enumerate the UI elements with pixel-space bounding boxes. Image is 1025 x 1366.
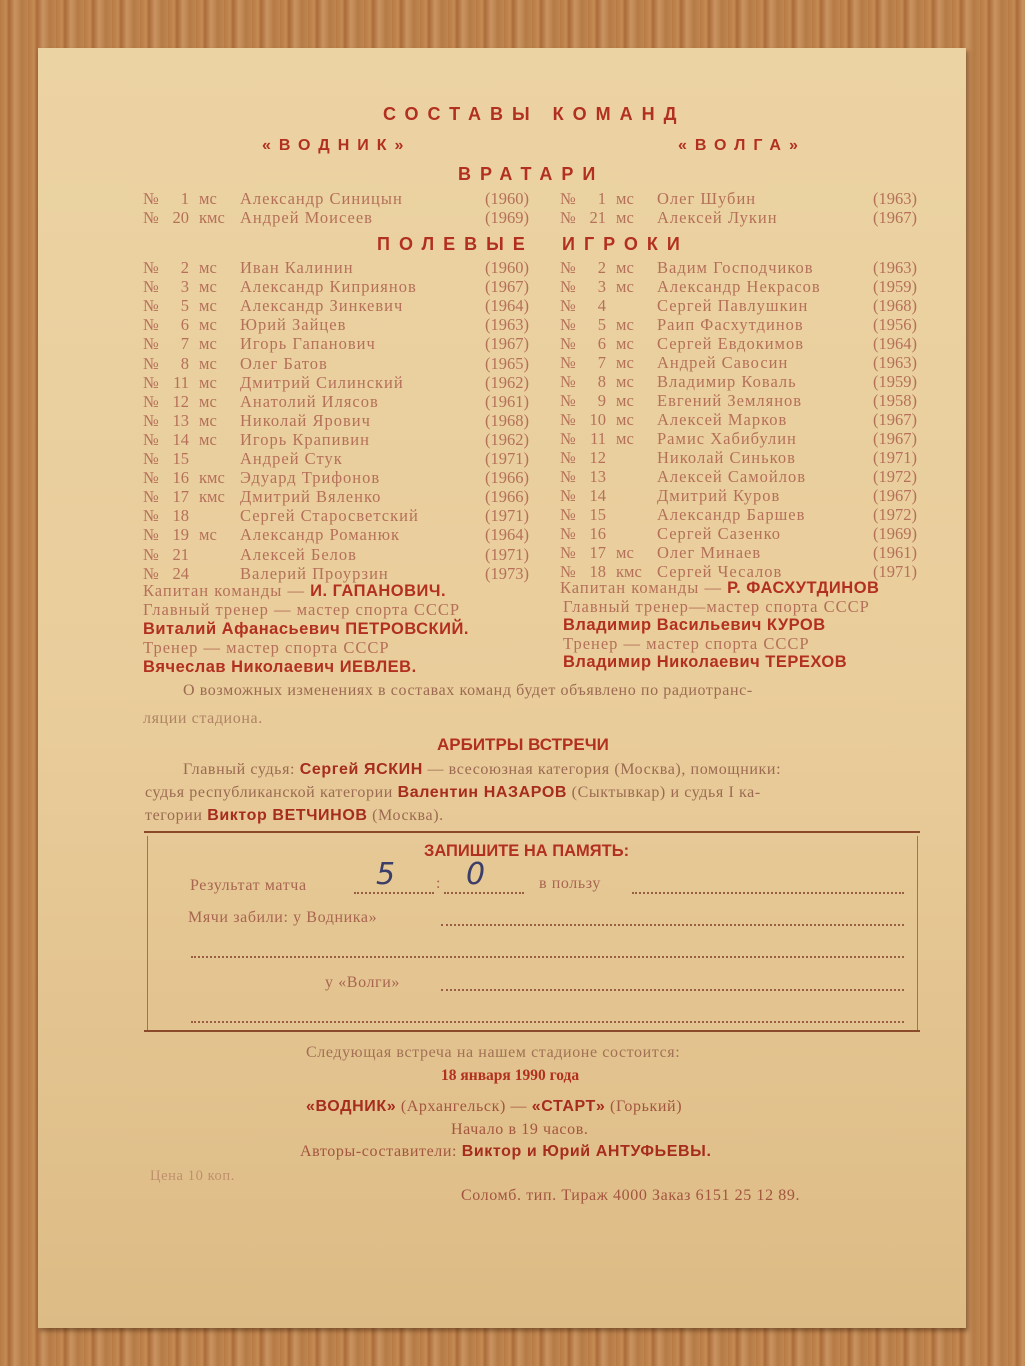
player-num: 11: [590, 429, 606, 448]
player-name: Александр Зинкевич: [240, 296, 404, 316]
player-rank: кмс: [199, 487, 225, 507]
next-match-intro: Следующая встреча на нашем стадионе состоится:: [306, 1044, 681, 1061]
home-coach: Вячеслав Николаевич ИЕВЛЕВ.: [143, 658, 417, 676]
player-rank: мс: [616, 391, 634, 410]
player-no: №: [560, 315, 576, 334]
player-name: Раип Фасхутдинов: [657, 315, 804, 334]
player-row: [143, 392, 529, 411]
player-num: 4: [597, 296, 606, 315]
player-year: (1971): [485, 544, 529, 564]
player-rank: мс: [616, 277, 634, 296]
player-num: 14: [172, 429, 189, 449]
player-no: №: [143, 429, 159, 449]
player-row: [143, 411, 529, 430]
referees-heading: АРБИТРЫ ВСТРЕЧИ: [437, 735, 609, 754]
player-num: 16: [589, 524, 606, 543]
away-captain-name: Р. ФАСХУТДИНОВ: [727, 579, 880, 597]
player-num: 11: [173, 372, 189, 392]
player-row: [143, 545, 529, 564]
player-row: [143, 487, 529, 506]
player-name: Николай Ярович: [240, 410, 371, 430]
home-head-coach: Виталий Афанасьевич ПЕТРОВСКИЙ.: [143, 620, 469, 638]
player-year: (1959): [873, 277, 917, 296]
player-year: (1956): [873, 315, 917, 334]
player-no: №: [143, 296, 159, 316]
home-coach-label: Тренер — мастер спорта СССР: [143, 638, 390, 657]
memo-bottom-rule: [144, 1030, 920, 1032]
player-num: 15: [589, 505, 606, 524]
player-num: 2: [180, 258, 189, 277]
home-scorers-field-2[interactable]: [191, 956, 904, 958]
player-no: №: [143, 372, 159, 392]
player-year: (1966): [485, 468, 529, 488]
score-home-field[interactable]: [354, 892, 434, 894]
player-no: №: [143, 334, 159, 354]
memo-top-rule: [144, 831, 920, 833]
player-rank: кмс: [616, 562, 642, 581]
next-match-date: 18 января 1990 года: [441, 1067, 580, 1084]
player-name: Валерий Проурзин: [240, 563, 389, 583]
player-no: №: [143, 410, 159, 430]
player-name: Сергей Павлушкин: [657, 296, 809, 315]
memo-box: [147, 836, 918, 1032]
home-team-title: «ВОДНИК»: [262, 137, 412, 154]
player-name: Александр Киприянов: [240, 277, 417, 297]
player-name: Алексей Белов: [240, 544, 357, 564]
player-row: [143, 334, 529, 353]
player-name: Алексей Марков: [657, 410, 788, 429]
player-no: №: [560, 486, 576, 505]
player-row: [560, 391, 917, 410]
player-row: [143, 296, 529, 315]
away-head-coach: Владимир Васильевич КУРОВ: [563, 616, 826, 634]
player-rank: мс: [199, 391, 217, 411]
player-no: №: [560, 277, 576, 296]
player-no: №: [143, 563, 159, 583]
player-rank: мс: [616, 315, 634, 334]
player-num: 19: [172, 525, 189, 545]
player-name: Владимир Коваль: [657, 372, 797, 391]
player-year: (1966): [485, 487, 529, 507]
player-num: 18: [589, 562, 606, 581]
notice-line-2: ляции стадиона.: [143, 710, 263, 727]
winner-field[interactable]: [632, 892, 904, 894]
player-no: №: [560, 448, 576, 467]
player-row: [560, 410, 917, 429]
away-captain: Капитан команды — Р. ФАСХУТДИНОВ: [560, 578, 880, 597]
player-rank: мс: [199, 296, 217, 316]
player-year: (1958): [873, 391, 917, 410]
player-rank: мс: [616, 353, 634, 372]
player-row: [560, 524, 917, 543]
player-name: Сергей Евдокимов: [657, 334, 805, 353]
player-year: (1961): [873, 543, 917, 562]
player-year: (1963): [873, 353, 917, 372]
home-captain-name: И. ГАПАНОВИЧ.: [310, 582, 447, 600]
player-name: Александр Некрасов: [657, 277, 821, 296]
away-scorers-field[interactable]: [441, 989, 904, 991]
player-name: Олег Батов: [240, 353, 328, 373]
player-num: 16: [172, 468, 189, 488]
player-row: [560, 372, 917, 391]
player-no: №: [143, 258, 159, 277]
player-row: [560, 429, 917, 448]
player-no: №: [143, 487, 159, 507]
away-team-title: «ВОЛГА»: [678, 137, 806, 154]
player-year: (1967): [485, 334, 529, 354]
player-no: №: [143, 544, 159, 564]
player-no: №: [143, 468, 159, 488]
player-no: №: [143, 277, 159, 297]
memo-heading: ЗАПИШИТЕ НА ПАМЯТЬ:: [424, 842, 630, 860]
price: Цена 10 коп.: [150, 1168, 235, 1184]
player-num: 6: [180, 315, 189, 335]
player-row: № 21 мс Алексей Лукин (1967): [560, 208, 917, 227]
player-year: (1973): [485, 563, 529, 583]
authors-line: Авторы-составители: Виктор и Юрий АНТУФЬЕВЫ.: [300, 1143, 712, 1160]
player-year: (1964): [485, 296, 529, 316]
player-row: [560, 543, 917, 562]
player-num: 8: [597, 372, 606, 391]
away-head-coach-label: Главный тренер—мастер спорта СССР: [563, 597, 870, 616]
player-year: (1967): [873, 410, 917, 429]
field-players-heading-right: ИГРОКИ: [562, 234, 689, 254]
player-year: (1969): [873, 524, 917, 543]
player-name: Анатолий Илясов: [240, 391, 379, 411]
player-num: 10: [589, 410, 606, 429]
player-num: 3: [180, 277, 189, 297]
player-no: №: [560, 429, 576, 448]
notice-line-1: О возможных изменениях в составах команд будет объявлено по радиотранс-: [183, 682, 753, 699]
player-name: Александр Баршев: [657, 505, 806, 524]
player-no: №: [143, 525, 159, 545]
player-name: Евгений Землянов: [657, 391, 803, 410]
player-num: 17: [589, 543, 606, 562]
player-no: №: [560, 353, 576, 372]
player-year: (1965): [485, 353, 529, 373]
player-year: (1967): [873, 429, 917, 448]
player-year: (1967): [485, 277, 529, 297]
player-num: 12: [589, 448, 606, 467]
player-year: (1968): [485, 410, 529, 430]
player-name: Сергей Чесалов: [657, 562, 783, 581]
player-year: (1962): [485, 429, 529, 449]
home-scorers-field[interactable]: [441, 924, 904, 926]
player-num: 18: [172, 506, 189, 526]
next-match-teams: «ВОДНИК» (Архангельск) — «СТАРТ» (Горький): [306, 1098, 683, 1115]
goalkeepers-heading: ВРАТАРИ: [458, 164, 605, 184]
player-row: [560, 353, 917, 372]
score-separator: :: [436, 875, 442, 892]
player-no: №: [143, 506, 159, 526]
player-num: 5: [180, 296, 189, 316]
referees-line-3: тегории Виктор ВЕТЧИНОВ (Москва).: [145, 807, 444, 824]
player-rank: мс: [199, 277, 217, 297]
player-num: 15: [172, 449, 189, 468]
player-year: (1960): [485, 258, 529, 277]
player-year: (1967): [873, 486, 917, 505]
player-rank: мс: [616, 372, 634, 391]
player-row: [143, 354, 529, 373]
player-year: (1963): [485, 315, 529, 335]
player-year: (1962): [485, 372, 529, 392]
player-rank: мс: [616, 334, 634, 353]
player-row: № 1 мс Александр Синицын (1960): [143, 189, 529, 208]
player-rank: мс: [199, 525, 217, 545]
player-row: [143, 277, 529, 296]
player-rank: мс: [199, 258, 217, 277]
player-no: №: [560, 562, 576, 581]
player-row: [143, 468, 529, 487]
player-no: №: [560, 258, 576, 277]
player-name: Николай Синьков: [657, 448, 796, 467]
scorers-label: Мячи забили: у Водника»: [188, 909, 378, 926]
player-row: [143, 449, 529, 468]
player-name: Дмитрий Куров: [657, 486, 781, 505]
player-name: Александр Романюк: [240, 525, 401, 545]
score-away-field[interactable]: [444, 892, 524, 894]
player-no: №: [560, 410, 576, 429]
player-num: 13: [589, 467, 606, 486]
player-row: [560, 277, 917, 296]
player-rank: кмс: [199, 468, 225, 488]
away-coach-label: Тренер — мастер спорта СССР: [563, 634, 810, 653]
player-name: Игорь Гапанович: [240, 334, 376, 354]
player-row: [143, 258, 529, 277]
player-num: 8: [180, 353, 189, 373]
player-no: №: [143, 353, 159, 373]
referees-line-1: Главный судья: Сергей ЯСКИН — всесоюзная категория (Москва), помощники:: [183, 761, 782, 778]
player-num: 7: [180, 334, 189, 354]
player-rank: мс: [199, 429, 217, 449]
field-players-heading-left: ПОЛЕВЫЕ: [377, 234, 534, 254]
player-row: [143, 373, 529, 392]
player-row: [560, 467, 917, 486]
player-year: (1964): [873, 334, 917, 353]
player-year: (1971): [873, 448, 917, 467]
result-label: Результат матча: [190, 877, 307, 894]
player-row: [143, 315, 529, 334]
player-name: Юрий Зайцев: [240, 315, 347, 335]
player-row: [560, 334, 917, 353]
player-year: (1963): [873, 258, 917, 277]
imprint: Соломб. тип. Тираж 4000 Заказ 6151 25 12 89.: [461, 1187, 801, 1204]
player-num: 7: [597, 353, 606, 372]
player-row: [560, 296, 917, 315]
player-num: 24: [172, 563, 189, 583]
player-rank: мс: [199, 372, 217, 392]
player-name: Алексей Самойлов: [657, 467, 807, 486]
player-year: (1971): [485, 449, 529, 468]
player-rank: мс: [199, 353, 217, 373]
player-name: Вадим Господчиков: [657, 258, 814, 277]
player-no: №: [560, 372, 576, 391]
player-name: Олег Минаев: [657, 543, 762, 562]
player-no: №: [560, 524, 576, 543]
player-num: 5: [597, 315, 606, 334]
page-title: СОСТАВЫ КОМАНД: [383, 104, 686, 124]
next-match-start: Начало в 19 часов.: [451, 1121, 589, 1138]
player-name: Игорь Крапивин: [240, 429, 370, 449]
player-row: [560, 315, 917, 334]
player-num: 12: [172, 391, 189, 411]
player-name: Иван Калинин: [240, 258, 354, 277]
player-name: Сергей Сазенко: [657, 524, 782, 543]
handwritten-score-away: 0: [466, 857, 486, 892]
player-name: Дмитрий Вяленко: [240, 487, 382, 507]
player-name: Дмитрий Силинский: [240, 372, 404, 392]
player-no: №: [143, 391, 159, 411]
player-num: 21: [172, 544, 189, 564]
player-num: 14: [589, 486, 606, 505]
player-num: 9: [597, 391, 606, 410]
player-row: [560, 505, 917, 524]
player-year: (1971): [873, 562, 917, 581]
player-rank: мс: [199, 410, 217, 430]
player-name: Рамис Хабибулин: [657, 429, 797, 448]
home-head-coach-label: Главный тренер — мастер спорта СССР: [143, 600, 461, 619]
player-num: 6: [597, 334, 606, 353]
player-year: (1971): [485, 506, 529, 526]
player-no: №: [143, 449, 159, 468]
handwritten-score-home: 5: [376, 857, 396, 892]
player-row: [560, 486, 917, 505]
player-year: (1968): [873, 296, 917, 315]
player-name: Сергей Старосветский: [240, 506, 419, 526]
in-favor-label: в пользу: [539, 875, 601, 892]
player-num: 2: [597, 258, 606, 277]
volga-scorers-label: у «Волги»: [325, 974, 400, 991]
player-rank: мс: [616, 410, 634, 429]
referees-line-2: судья республиканской категории Валентин НАЗАРОВ (Сыктывкар) и судья I ка-: [145, 784, 761, 801]
player-num: 17: [172, 487, 189, 507]
player-rank: мс: [616, 258, 634, 277]
player-rank: мс: [199, 334, 217, 354]
player-rank: мс: [616, 543, 634, 562]
player-no: №: [560, 334, 576, 353]
player-no: №: [560, 296, 576, 315]
away-coach: Владимир Николаевич ТЕРЕХОВ: [563, 653, 848, 671]
player-name: Андрей Стук: [240, 449, 343, 468]
player-year: (1964): [485, 525, 529, 545]
player-year: (1961): [485, 391, 529, 411]
player-rank: мс: [616, 429, 634, 448]
player-rank: мс: [199, 315, 217, 335]
player-no: №: [560, 391, 576, 410]
player-year: (1959): [873, 372, 917, 391]
home-captain: Капитан команды — И. ГАПАНОВИЧ.: [143, 581, 447, 600]
player-row: [143, 430, 529, 449]
player-row: [143, 564, 529, 583]
player-name: Андрей Савосин: [657, 353, 789, 372]
player-name: Эдуард Трифонов: [240, 468, 381, 488]
player-row: [143, 525, 529, 544]
player-row: [143, 506, 529, 525]
player-num: 3: [597, 277, 606, 296]
player-year: (1972): [873, 467, 917, 486]
player-no: №: [560, 543, 576, 562]
player-row: [560, 258, 917, 277]
player-year: (1972): [873, 505, 917, 524]
player-row: № 20 кмс Андрей Моисеев (1969): [143, 208, 529, 227]
player-num: 13: [172, 410, 189, 430]
player-no: №: [143, 315, 159, 335]
player-no: №: [560, 467, 576, 486]
player-row: [560, 448, 917, 467]
player-row: № 1 мс Олег Шубин (1963): [560, 189, 917, 208]
player-no: №: [560, 505, 576, 524]
away-scorers-field-2[interactable]: [191, 1021, 904, 1023]
